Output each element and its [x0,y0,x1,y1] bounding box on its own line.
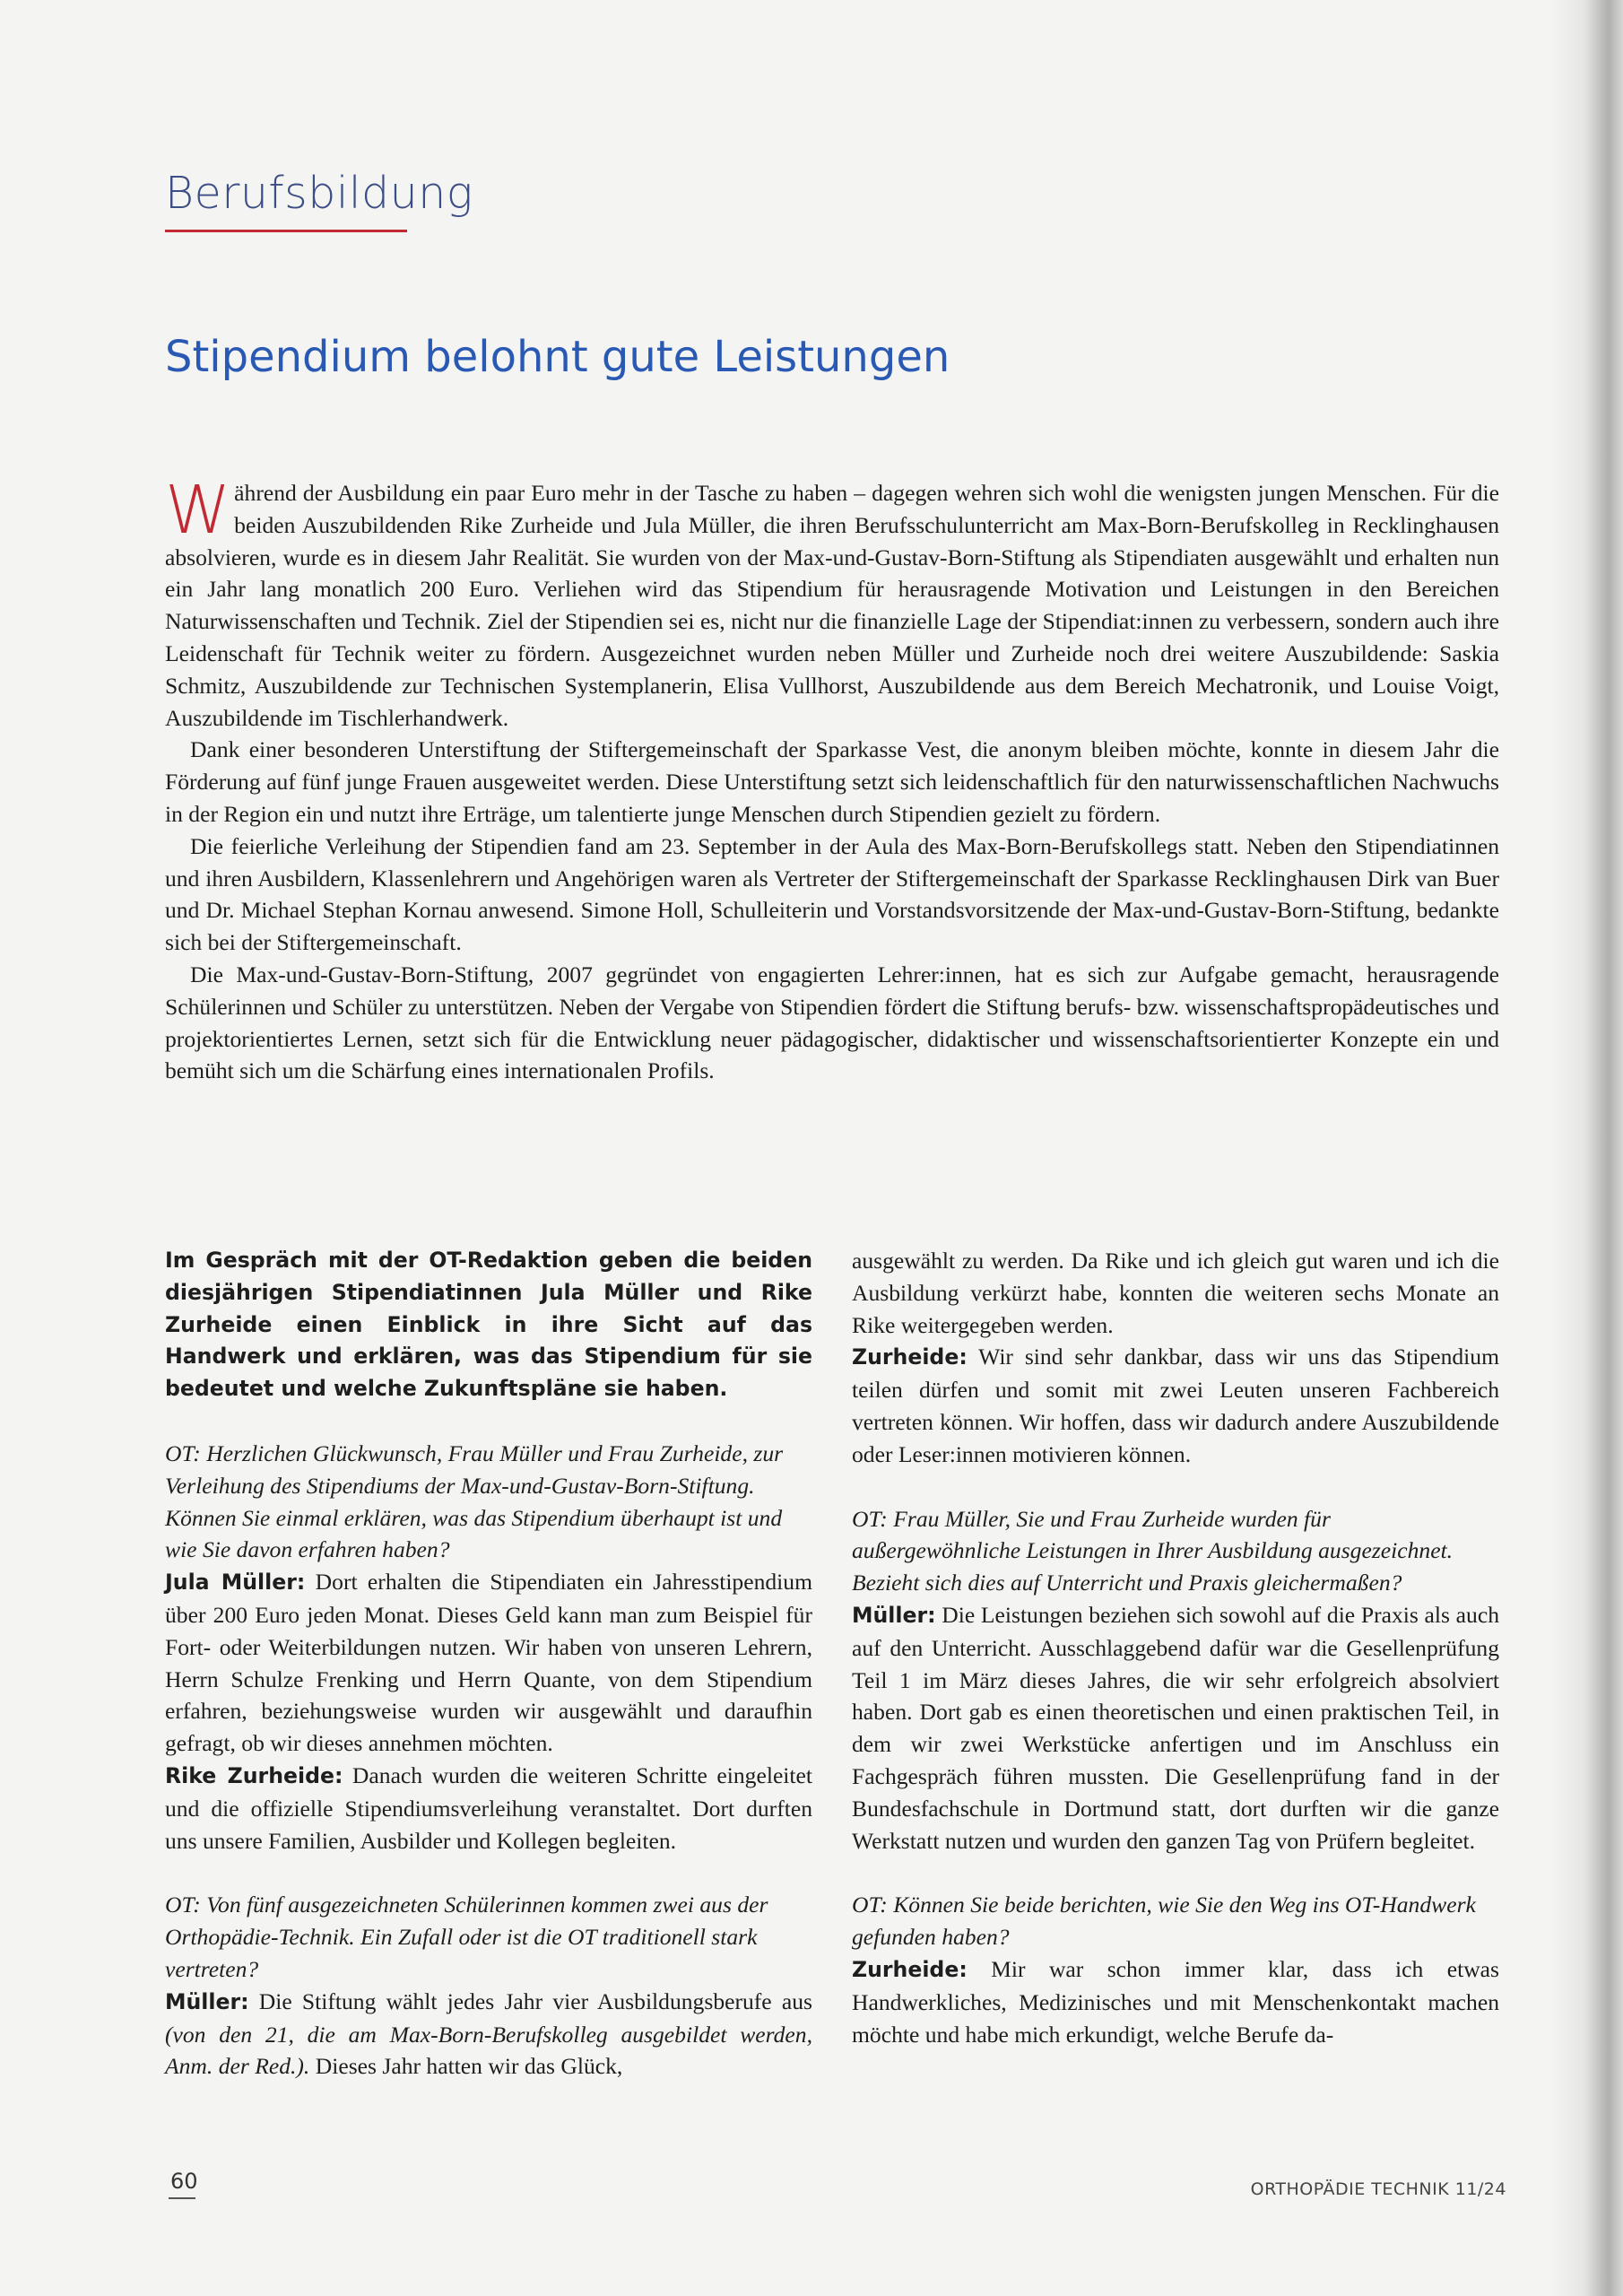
interview-column-left [165,1245,812,2083]
page-number-rule [169,2197,195,2199]
drop-cap: W [165,472,231,549]
section-underline [165,230,407,232]
speaker-name: Müller: [852,1602,936,1628]
speaker-name: Jula Müller: [165,1570,306,1596]
intro-paragraph-2: Dank einer besonderen Unterstiftung der Stiftergemeinschaft der Sparkasse Vest, die anonym bleiben möchte, konnte in diesem Jahr die Förderung auf fünf junge Frauen ausgeweitet werden. Diese Unterstiftung setzt sich leidenschaftlich für den naturwissenschaftlichen Nachwuchs in der Region ein und nutzt ihre Erträge, um talentierte junge Menschen durch Stipendien gezielt zu fördern. [165,736,1499,827]
answer-3: Müller: Die Stiftung wählt jedes Jahr vier Ausbildungsberufe aus (von den 21, die am Max-Born-Berufskolleg ausgebildet werden, Anm. der Red.). Dieses Jahr hatten wir das Glück, [165,1987,812,2080]
speaker-name: Zurheide: [852,1956,968,1982]
interview-lead: Im Gespräch mit der OT-Redaktion geben die beiden diesjährigen Stipendiatinnen Jula Müller und Rike Zurheide einen Einblick in ihre Sicht auf das Handwerk und erklären, was das Stipendium für sie bedeutet und welche Zukunftspläne sie haben. [165,1248,812,1402]
page-binding-shadow [1551,0,1623,2296]
interview-column-right [852,1245,1499,2050]
answer-2: Rike Zurheide: Danach wurden die weiteren Schritte eingeleitet und die offizielle Stipendiumsverleihung veranstaltet. Dort durften uns unsere Familien, Ausbilder und Kollegen begleiten. [165,1761,812,1854]
intro-paragraph-4: Die Max-und-Gustav-Born-Stiftung, 2007 gegründet von engagierten Lehrer:innen, hat es sich zur Aufgabe gemacht, herausragende Schülerinnen und Schüler zu unterstützen. Neben der Vergabe von Stipendien fördert die Stiftung berufs- bzw. wissenschaftspropädeutisches und projektorientiertes Lernen, setzt sich für die Entwicklung neuer pädagogischer, didaktischer und wissenschaftsorientierter Konzepte ein und bemüht sich um die Schärfung eines internationalen Profils. [165,961,1499,1084]
intro-text [165,472,1499,1087]
answer-3-continued: ausgewählt zu werden. Da Rike und ich gleich gut waren und ich die Ausbildung verkürzt habe, konnten die weiteren sechs Monate an Rike weitergegeben werden. [852,1248,1499,1338]
question-4: OT: Können Sie beide berichten, wie Sie den Weg ins OT-Handwerk gefunden haben? [852,1892,1476,1951]
article-headline: Stipendium belohnt gute Leistungen [165,332,950,382]
section-title: Berufsbildung [165,168,473,219]
answer-1: Jula Müller: Dort erhalten die Stipendiaten ein Jahresstipendium über 200 Euro jeden Monat. Dieses Geld kann man zum Beispiel für Fort- oder Weiterbildungen nutzen. Wir haben von unseren Lehrern, Herrn Schulze Frenking und Herrn Quante, von dem Stipendium erfahren, beziehungsweise wurden wir ausgewählt und daraufhin gefragt, ob wir dieses annehmen möchten. [165,1569,812,1757]
question-3: OT: Frau Müller, Sie und Frau Zurheide wurden für außergewöhnliche Leistungen in Ihrer Ausbildung ausgezeichnet. Bezieht sich dies auf Unterricht und Praxis gleichermaßen? [852,1505,1454,1596]
speaker-name: Zurheide: [852,1344,968,1370]
intro-paragraph-3: Die feierliche Verleihung der Stipendien fand am 23. September in der Aula des Max-Born-Berufskollegs statt. Neben den Stipendiatinnen und ihren Ausbildern, Klassenlehrern und Angehörigen waren als Vertreter der Stiftergemeinschaft der Sparkasse Recklinghausen Dirk van Buer und Dr. Michael Stephan Kornau anwesend. Simone Holl, Schulleiterin und Vorstandsvorsitzende der Max-und-Gustav-Born-Stiftung, bedankte sich bei der Stiftergemeinschaft. [165,832,1499,956]
journal-name: ORTHOPÄDIE TECHNIK 11/24 [1250,2179,1506,2199]
speaker-name: Rike Zurheide: [165,1762,343,1788]
answer-6: Zurheide: Mir war schon immer klar, dass ich etwas Handwerkliches, Medizinisches und mit Menschenkontakt machen möchte und habe mich erkundigt, welche Berufe da- [852,1955,1499,2048]
answer-5: Müller: Die Leistungen beziehen sich sowohl auf die Praxis als auch auf den Unterricht. Ausschlaggebend dafür war die Gesellenprüfung Teil 1 im März dieses Jahres, die wir sehr erfolgreich absolviert haben. Dort gab es einen theoretischen und einen praktischen Teil, in dem wir zwei Werkstücke anfertigen und im Anschluss ein Fachgespräch führen mussten. Die Gesellenprüfung fand in der Bundesfachschule in Dortmund statt, dort durften wir die ganze Werkstatt nutzen und wurden den ganzen Tag von Prüfern begleitet. [852,1601,1499,1854]
speaker-name: Müller: [165,1988,249,2014]
question-2: OT: Von fünf ausgezeichneten Schülerinnen kommen zwei aus der Orthopädie-Technik. Ein Zufall oder ist die OT traditionell stark vertreten? [165,1892,768,1982]
page-number: 60 [170,2169,198,2194]
answer-4: Zurheide: Wir sind sehr dankbar, dass wir uns das Stipendium teilen dürfen und somit mit zwei Leuten unseren Fachbereich vertreten können. Wir hoffen, dass wir dadurch andere Auszubildende oder Leser:innen motivieren können. [852,1344,1499,1467]
question-1: OT: Herzlichen Glückwunsch, Frau Müller und Frau Zurheide, zur Verleihung des Stipendiums der Max-und-Gustav-Born-Stiftung. Können Sie einmal erklären, was das Stipendium überhaupt ist und wie Sie davon erfahren haben? [165,1439,784,1563]
intro-paragraph-1: Während der Ausbildung ein paar Euro mehr in der Tasche zu haben – dagegen wehren sich wohl die wenigsten jungen Menschen. Für die beiden Auszubildenden Rike Zurheide und Jula Müller, die ihren Berufsschulunterricht am Max-Born-Berufskolleg in Recklinghausen absolvieren, wurde es in diesem Jahr Realität. Sie wurden von der Max-und-Gustav-Born-Stiftung als Stipendiaten ausgewählt und erhalten nun ein Jahr lang monatlich 200 Euro. Verliehen wird das Stipendium für herausragende Motivation und Leistungen in den Bereichen Naturwissenschaften und Technik. Ziel der Stipendien sei es, nicht nur die finanzielle Lage der Stipendiat:innen zu verbessern, sondern auch ihre Leidenschaft für Technik weiter zu fördern. Ausgezeichnet wurden neben Müller und Zurheide noch drei weitere Auszubildende: Saskia Schmitz, Auszubildende zur Technischen Systemplanerin, Elisa Vullhorst, Auszubildende aus dem Bereich Mechatronik, und Louise Voigt, Auszubildende im Tischlerhandwerk. [165,472,1499,731]
